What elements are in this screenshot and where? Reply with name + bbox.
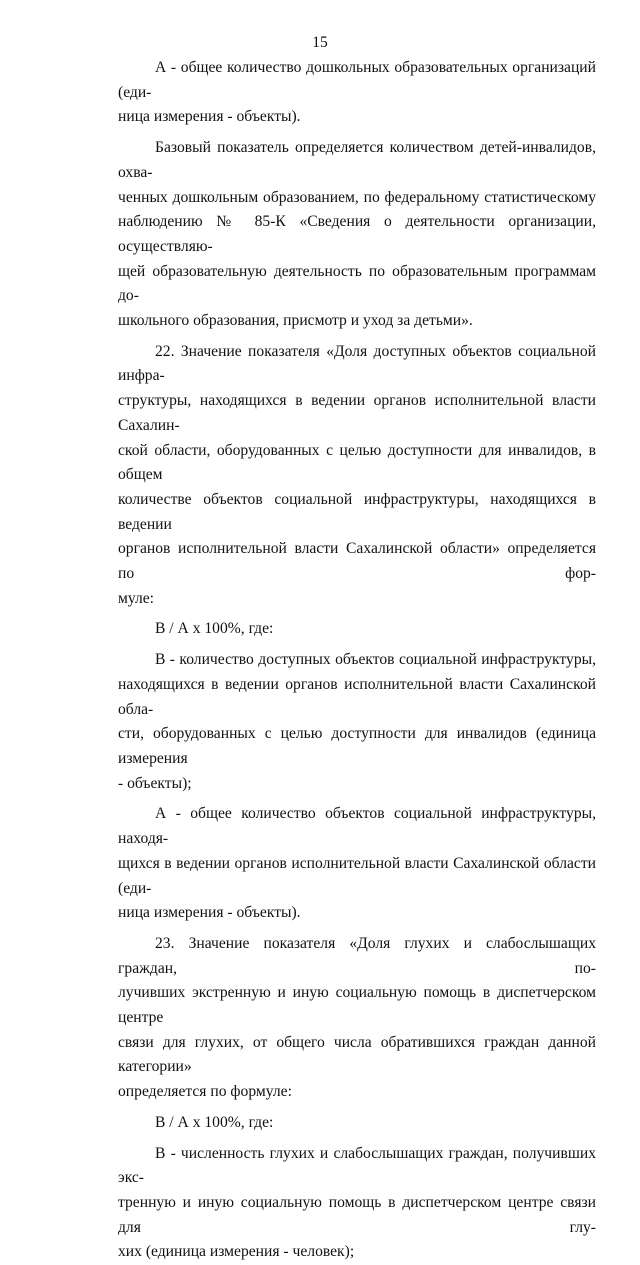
text-line: А - общее количество объектов социальной инфраструктуры, находя- <box>118 805 596 848</box>
formula-line-22 <box>118 617 596 642</box>
text-line: наблюдению № 85-К «Сведения о деятельности организации, осуществляю- <box>118 213 596 255</box>
text-line: щей образовательную деятельность по образовательным программам до- <box>118 262 596 305</box>
text-line: щихся в ведении органов исполнительной власти Сахалинской области (еди- <box>118 854 596 897</box>
text-line: хих (единица измерения - человек); <box>118 1243 355 1261</box>
text-line: тренную и иную социальную помощь в диспетчерском центре связи для глу- <box>118 1193 596 1236</box>
text-line: органов исполнительной власти Сахалинской области» определяется по фор- <box>118 540 596 583</box>
text-line: В - количество доступных объектов социальной инфраструктуры, <box>155 651 596 669</box>
text-line: ница измерения - объекты). <box>118 904 301 922</box>
text-line: ченных дошкольным образованием, по федеральному статистическому <box>118 188 596 206</box>
text-line: сти, оборудованных с целью доступности для инвалидов (единица измерения <box>118 725 596 767</box>
text-line: - объекты); <box>118 774 192 792</box>
text-line: В / А x 100%, где: <box>155 620 274 638</box>
text-line: А - общее количество дошкольных образовательных организаций (еди- <box>118 59 596 101</box>
paragraph-b-definition-23 <box>118 1142 596 1265</box>
text-line: лучивших экстренную и иную социальную помощь в диспетчерском центре <box>118 984 596 1027</box>
text-line: Базовый показатель определяется количеством детей-инвалидов, охва- <box>118 139 596 181</box>
formula-line-23 <box>118 1111 596 1136</box>
text-line: муле: <box>118 589 155 607</box>
text-line: связи для глухих, от общего числа обратившихся граждан данной категории» <box>118 1033 596 1076</box>
text-line: 22. Значение показателя «Доля доступных объектов социальной инфра- <box>118 342 596 385</box>
paragraph-item-22 <box>118 340 596 612</box>
text-line: 23. Значение показателя «Доля глухих и слабослышащих граждан, по- <box>118 934 596 977</box>
document-body <box>118 56 596 1265</box>
paragraph-base-indicator <box>118 136 596 334</box>
paragraph-item-23 <box>118 932 596 1105</box>
text-line: определяется по формуле: <box>118 1083 292 1101</box>
text-line: В / А x 100%, где: <box>155 1113 274 1131</box>
text-line: В - численность глухих и слабослышащих граждан, получивших экс- <box>118 1144 596 1187</box>
paragraph-a-definition-preschool <box>118 56 596 130</box>
text-line: ница измерения - объекты). <box>118 108 301 126</box>
page-number: 15 <box>312 34 328 51</box>
paragraph-b-definition-22 <box>118 648 596 796</box>
text-line: количестве объектов социальной инфраструктуры, находящихся в ведении <box>118 490 596 533</box>
text-line: находящихся в ведении органов исполнительной власти Сахалинской обла- <box>118 675 596 718</box>
text-line: структуры, находящихся в ведении органов исполнительной власти Сахалин- <box>118 392 596 434</box>
paragraph-a-definition-22 <box>118 802 596 926</box>
text-line: школьного образования, присмотр и уход за детьми». <box>118 312 473 330</box>
text-line: ской области, оборудованных с целью доступности для инвалидов, в общем <box>118 441 596 484</box>
